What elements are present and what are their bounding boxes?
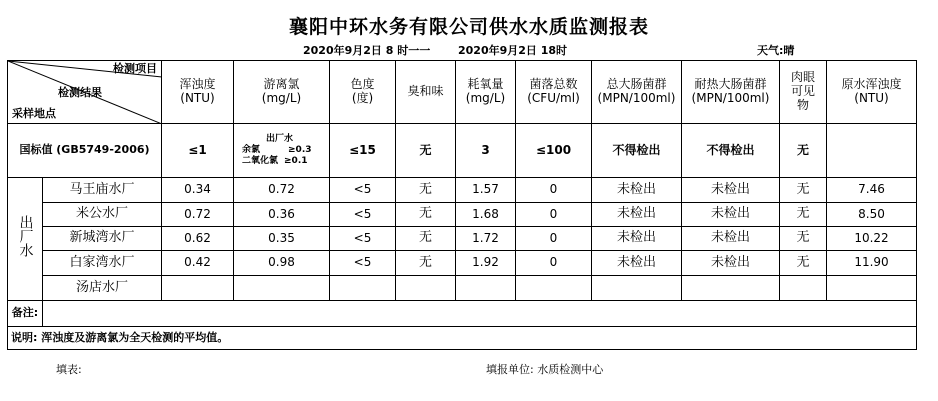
cell-coliform xyxy=(592,276,682,301)
col-header-oxygen: 耗氧量 (mg/L) xyxy=(456,61,516,124)
cell-oxygen xyxy=(456,276,516,301)
cell-visible: 无 xyxy=(780,203,827,227)
cell-coliform: 未检出 xyxy=(592,203,682,227)
site-name: 新城湾水厂 xyxy=(43,227,162,251)
col-header-turbidity: 浑浊度 (NTU) xyxy=(162,61,234,124)
report-end-time: 2020年9月2日 18时 xyxy=(458,44,568,57)
col-header-chlorine: 游离氯 (mg/L) xyxy=(234,61,330,124)
note-row xyxy=(8,327,917,350)
cell-colony xyxy=(516,276,592,301)
col-header-color: 色度 (度) xyxy=(330,61,396,124)
water-quality-table xyxy=(7,60,917,350)
cell-color: <5 xyxy=(330,203,396,227)
cell-oxygen: 1.92 xyxy=(456,251,516,276)
weather-label: 天气:晴 xyxy=(757,44,795,57)
corner-header-cell xyxy=(8,61,162,124)
cell-color: <5 xyxy=(330,227,396,251)
cell-turbidity: 0.42 xyxy=(162,251,234,276)
group-label-outlet-water: 出厂水 xyxy=(8,178,43,301)
cell-raw-turbidity xyxy=(827,276,917,301)
cell-thermo-coliform: 未检出 xyxy=(682,203,780,227)
col-header-colony: 菌落总数 (CFU/ml) xyxy=(516,61,592,124)
cell-raw-turbidity: 7.46 xyxy=(827,178,917,203)
corner-item-label: 检测项目 xyxy=(113,62,157,75)
cell-turbidity: 0.72 xyxy=(162,203,234,227)
site-name: 马王庙水厂 xyxy=(43,178,162,203)
cell-raw-turbidity: 11.90 xyxy=(827,251,917,276)
cell-odor: 无 xyxy=(396,227,456,251)
cell-turbidity: 0.62 xyxy=(162,227,234,251)
cell-chlorine: 0.72 xyxy=(234,178,330,203)
table-row xyxy=(8,203,917,227)
standard-chlorine xyxy=(234,124,330,178)
cell-visible: 无 xyxy=(780,227,827,251)
cell-chlorine: 0.35 xyxy=(234,227,330,251)
cell-odor xyxy=(396,276,456,301)
cell-color xyxy=(330,276,396,301)
cell-visible xyxy=(780,276,827,301)
cell-thermo-coliform: 未检出 xyxy=(682,178,780,203)
site-name: 汤店水厂 xyxy=(43,276,162,301)
cell-colony: 0 xyxy=(516,227,592,251)
col-header-thermo-coliform: 耐热大肠菌群 (MPN/100ml) xyxy=(682,61,780,124)
col-header-coliform: 总大肠菌群 (MPN/100ml) xyxy=(592,61,682,124)
site-name: 米公水厂 xyxy=(43,203,162,227)
col-header-raw-turbidity: 原水浑浊度 (NTU) xyxy=(827,61,917,124)
cell-thermo-coliform: 未检出 xyxy=(682,251,780,276)
cell-oxygen: 1.72 xyxy=(456,227,516,251)
standard-color: ≤15 xyxy=(330,124,396,178)
cell-odor: 无 xyxy=(396,251,456,276)
cell-visible: 无 xyxy=(780,251,827,276)
remarks-label: 备注: xyxy=(8,301,43,327)
cell-odor: 无 xyxy=(396,178,456,203)
cell-colony: 0 xyxy=(516,251,592,276)
standard-chlorine-line1: 出厂水 xyxy=(266,133,294,144)
cell-thermo-coliform: 未检出 xyxy=(682,227,780,251)
cell-chlorine: 0.98 xyxy=(234,251,330,276)
standard-turbidity: ≤1 xyxy=(162,124,234,178)
cell-coliform: 未检出 xyxy=(592,227,682,251)
cell-color: <5 xyxy=(330,178,396,203)
col-header-odor: 臭和味 xyxy=(396,61,456,124)
cell-oxygen: 1.57 xyxy=(456,178,516,203)
cell-coliform: 未检出 xyxy=(592,251,682,276)
cell-turbidity: 0.34 xyxy=(162,178,234,203)
standard-row xyxy=(8,124,917,178)
table-row xyxy=(8,227,917,251)
standard-colony: ≤100 xyxy=(516,124,592,178)
cell-raw-turbidity: 10.22 xyxy=(827,227,917,251)
cell-coliform: 未检出 xyxy=(592,178,682,203)
table-row xyxy=(8,276,917,301)
standard-odor: 无 xyxy=(396,124,456,178)
cell-thermo-coliform xyxy=(682,276,780,301)
site-name: 白家湾水厂 xyxy=(43,251,162,276)
standard-chlorine-line3-val: ≥0.1 xyxy=(284,156,308,167)
cell-chlorine xyxy=(234,276,330,301)
cell-odor: 无 xyxy=(396,203,456,227)
col-header-visible: 肉眼可见物 xyxy=(780,61,827,124)
report-title: 襄阳中环水务有限公司供水水质监测报表 xyxy=(288,16,649,38)
filler-label: 填表: xyxy=(56,363,82,376)
cell-visible: 无 xyxy=(780,178,827,203)
remarks-row xyxy=(8,301,917,327)
standard-label: 国标值 (GB5749-2006) xyxy=(8,124,162,178)
standard-visible: 无 xyxy=(780,124,827,178)
cell-raw-turbidity: 8.50 xyxy=(827,203,917,227)
table-row xyxy=(8,178,917,203)
cell-colony: 0 xyxy=(516,178,592,203)
remarks-value xyxy=(43,301,917,327)
report-start-time: 2020年9月2日 8 时一一 xyxy=(303,44,431,57)
standard-coliform: 不得检出 xyxy=(592,124,682,178)
cell-chlorine: 0.36 xyxy=(234,203,330,227)
cell-color: <5 xyxy=(330,251,396,276)
reporting-unit: 填报单位: 水质检测中心 xyxy=(486,363,604,376)
cell-colony: 0 xyxy=(516,203,592,227)
corner-result-label: 检测结果 xyxy=(58,86,102,99)
corner-site-label: 采样地点 xyxy=(12,107,56,120)
standard-thermo-coliform: 不得检出 xyxy=(682,124,780,178)
header-row xyxy=(8,61,917,124)
table-row xyxy=(8,251,917,276)
standard-chlorine-line2: 余氯 xyxy=(242,144,261,155)
standard-chlorine-line2-val: ≥0.3 xyxy=(288,144,312,155)
note-text: 说明: 浑浊度及游离氯为全天检测的平均值。 xyxy=(8,327,917,350)
standard-chlorine-line3: 二氧化氯 xyxy=(242,156,279,167)
cell-turbidity xyxy=(162,276,234,301)
standard-raw-turbidity xyxy=(827,124,917,178)
cell-oxygen: 1.68 xyxy=(456,203,516,227)
standard-oxygen: 3 xyxy=(456,124,516,178)
